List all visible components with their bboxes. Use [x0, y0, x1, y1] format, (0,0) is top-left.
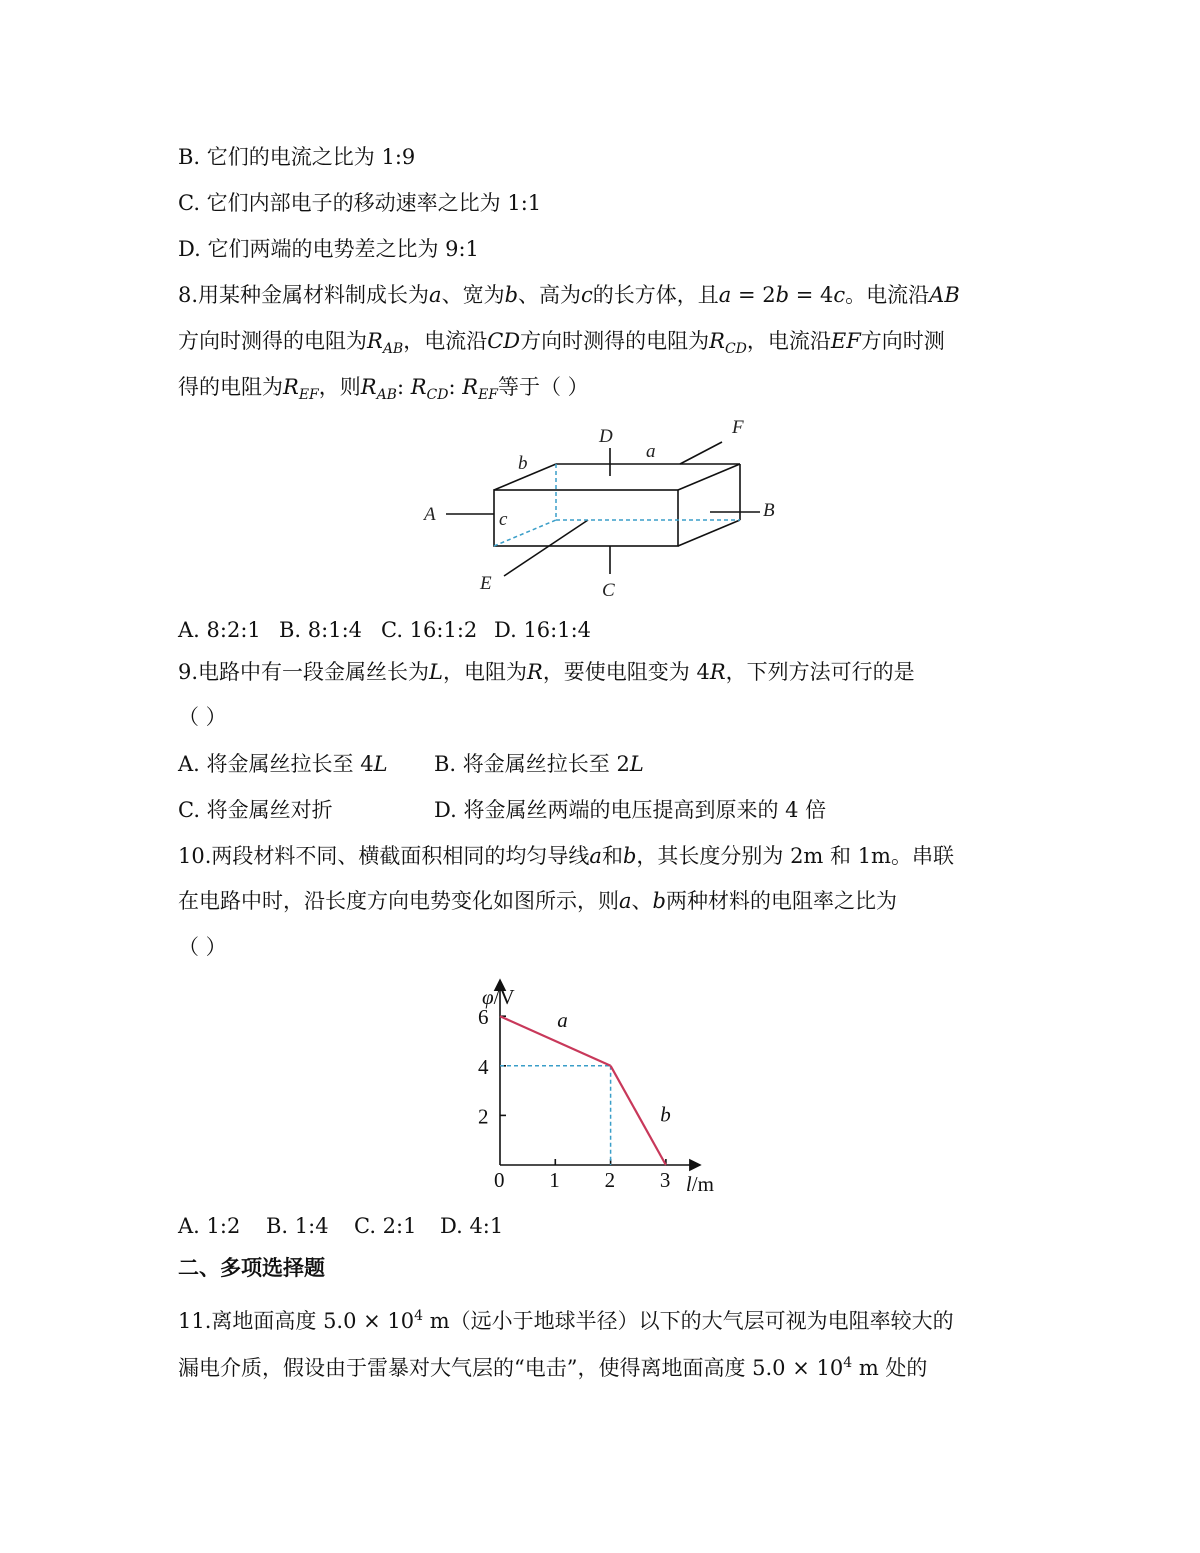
x-tick-label: 3	[659, 1168, 671, 1192]
q10-option-c: C. 2:1	[354, 1214, 417, 1238]
section-heading: 二、多项选择题	[178, 1255, 325, 1280]
q10-stem-line2: 在电路中时，沿长度方向电势变化如图所示，则a、b两种材料的电阻率之比为	[178, 889, 897, 913]
q9-options-row1	[178, 750, 644, 778]
q7-option-b: B. 它们的电流之比为 1:9	[178, 145, 416, 169]
y-tick-label: 2	[478, 1104, 489, 1129]
q8-cuboid-figure	[410, 412, 790, 607]
q9-stem-line2: （ ）	[178, 705, 227, 729]
x-tick-label: 1	[549, 1168, 560, 1192]
label-C: C	[602, 580, 615, 601]
q10-option-a: A. 1:2	[178, 1214, 241, 1238]
y-axis-label: φ/V	[482, 985, 515, 1010]
q8-option-b: B. 8:1:4	[279, 618, 363, 642]
q11-stem-line1: 11.离地面高度 $5.0 \times 10^4$ m（远小于地球半径）以下的大气层可视为电阻率较大的	[178, 1308, 954, 1333]
q9-option-d: D. 将金属丝两端的电压提高到原来的 4 倍	[434, 798, 827, 822]
y-tick-label: 6	[478, 1005, 489, 1030]
q8-stem-line2: 方向时测得的电阻为$R_{AB}$，电流沿CD方向时测得的电阻为$R_{CD}$，电流沿EF方向时测	[178, 329, 945, 358]
y-tick-label: 4	[478, 1054, 489, 1079]
series-line-a	[500, 1016, 611, 1066]
q7-option-d: D. 它们两端的电势差之比为 9:1	[178, 237, 479, 261]
x-tick-label: 2	[604, 1168, 616, 1192]
q9-option-a: A. 将金属丝拉长至 4L	[178, 752, 388, 776]
lead-f	[680, 442, 722, 464]
label-D: D	[599, 426, 613, 447]
q8-option-c: C. 16:1:2	[381, 618, 478, 642]
q11-stem-line2: 漏电介质，假设由于雷暴对大气层的“电击”，使得离地面高度 $5.0 \times 10^4$ m 处的	[178, 1355, 928, 1380]
q9-option-b: B. 将金属丝拉长至 2L	[434, 752, 644, 776]
q10-option-d: D. 4:1	[440, 1214, 504, 1238]
q7-option-c: C. 它们内部电子的移动速率之比为 1:1	[178, 191, 542, 215]
label-A: A	[424, 504, 436, 525]
label-b: b	[518, 453, 528, 474]
q10-option-b: B. 1:4	[266, 1214, 329, 1238]
series-line-b	[611, 1066, 666, 1165]
series-label-b: b	[660, 1102, 671, 1127]
q10-options	[178, 1212, 503, 1240]
label-F: F	[732, 417, 744, 438]
x-tick-label: 0	[494, 1168, 505, 1192]
q8-option-a: A. 8:2:1	[178, 618, 261, 642]
label-B: B	[763, 500, 775, 521]
q10-stem-line3: （ ）	[178, 935, 227, 959]
lead-e	[504, 520, 588, 576]
label-a: a	[646, 441, 656, 462]
q9-stem-line1: 9.电路中有一段金属丝长为L，电阻为R，要使电阻变为 4R，下列方法可行的是	[178, 660, 915, 684]
q8-option-d: D. 16:1:4	[494, 618, 592, 642]
label-E: E	[480, 573, 492, 594]
front-face	[494, 490, 678, 546]
label-c: c	[499, 509, 508, 530]
q8-stem-line3: 得的电阻为$R_{EF}$，则$R_{AB}$: $R_{CD}$: $R_{EF}$等于（ ）	[178, 375, 589, 404]
q8-options	[178, 616, 591, 644]
x-axis-label: l/m	[685, 1172, 714, 1196]
q9-options-row2	[178, 796, 826, 824]
x-axis-arrow	[690, 1160, 700, 1170]
q10-stem-line1: 10.两段材料不同、横截面积相同的均匀导线a和b，其长度分别为 2m 和 1m。串联	[178, 844, 954, 868]
q10-potential-chart	[460, 975, 740, 1200]
series-label-a: a	[557, 1008, 568, 1032]
q8-stem-line1: 8.用某种金属材料制成长为a、宽为b、高为c的长方体，且a = 2b = 4c。电流沿AB	[178, 283, 960, 307]
q9-option-c: C. 将金属丝对折	[178, 798, 333, 822]
